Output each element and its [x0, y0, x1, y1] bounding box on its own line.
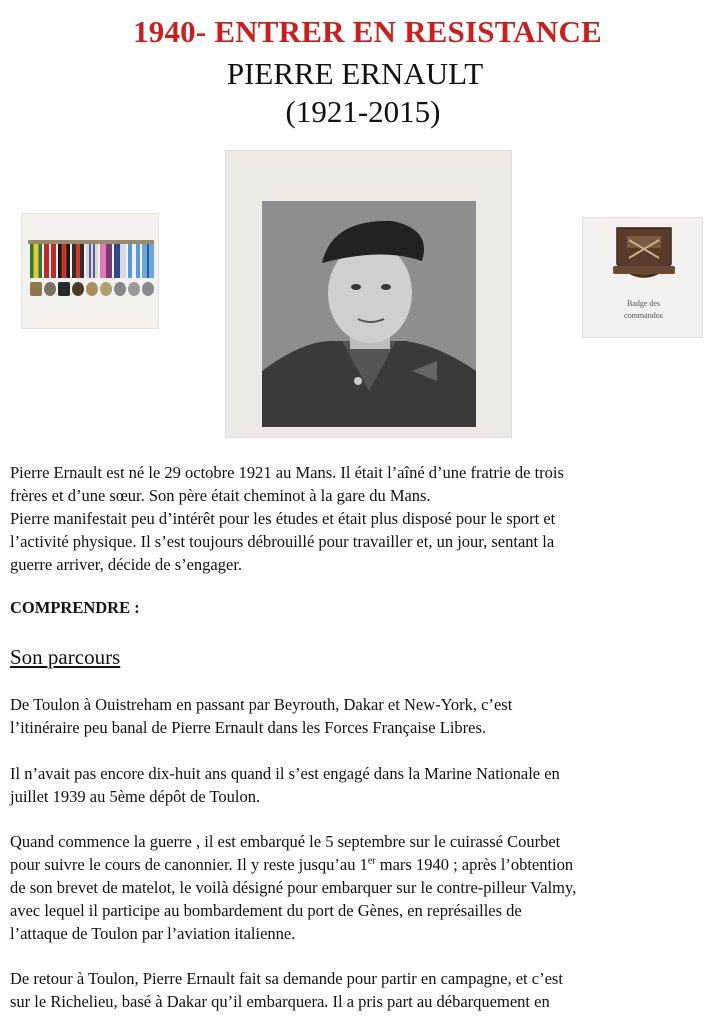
medals-photo — [21, 213, 159, 329]
person-dates: (1921-2015) — [285, 94, 441, 129]
person-name: PIERRE ERNAULT — [226, 56, 484, 91]
paragraph-enlistment: Il n’avait pas encore dix-huit ans quand il s’est engagé dans la Marine Nationale en juillet 1939 au 5ème dépôt de Toulon. — [10, 764, 560, 806]
page-title: 1940- ENTRER EN RESISTANCE — [133, 14, 602, 49]
commando-badge-photo — [582, 217, 703, 338]
paragraph-war-start: Quand commence la guerre , il est embarqué le 5 septembre sur le cuirassé Courbet pour suivre le cours de canonnier. Il y reste jusqu’au 1er mars 1940 ; après l’obtention de son brevet de matelot, le voilà désigné pour embarquer sur le contre-pilleur Valmy, avec lequel il participe au bombardement du port de Gènes, en représailles de l’attaque de Toulon par l’aviation italienne. — [10, 832, 577, 943]
section-subheading: Son parcours — [10, 645, 121, 669]
paragraph-itinerary: De Toulon à Ouistreham en passant par Beyrouth, Dakar et New-York, c’est l’itinéraire peu banal de Pierre Ernault dans les Forces Française Libres. — [10, 695, 513, 737]
portrait-photo — [262, 201, 476, 427]
paragraph-richelieu: De retour à Toulon, Pierre Ernault fait sa demande pour partir en campagne, et c’est sur le Richelieu, basé à Dakar qu’il embarquera. Il a pris part au débarquement en — [10, 969, 563, 1011]
section-heading: COMPRENDRE : — [10, 598, 140, 617]
badge-caption: Badge des commandos — [624, 299, 663, 320]
intro-paragraph-1: Pierre Ernault est né le 29 octobre 1921 au Mans. Il était l’aîné d’une fratrie de trois frères et d’une sœur. Son père était cheminot à la gare du Mans. Pierre manifestait peu d’intérêt pour les études et était plus disposé pour le sport et l’activité physique. Il s’est toujours débrouillé pour travailler et, un jour, sentant la guerre arriver, décide de s’engager. — [10, 463, 564, 574]
portrait-photo-frame — [225, 150, 512, 438]
